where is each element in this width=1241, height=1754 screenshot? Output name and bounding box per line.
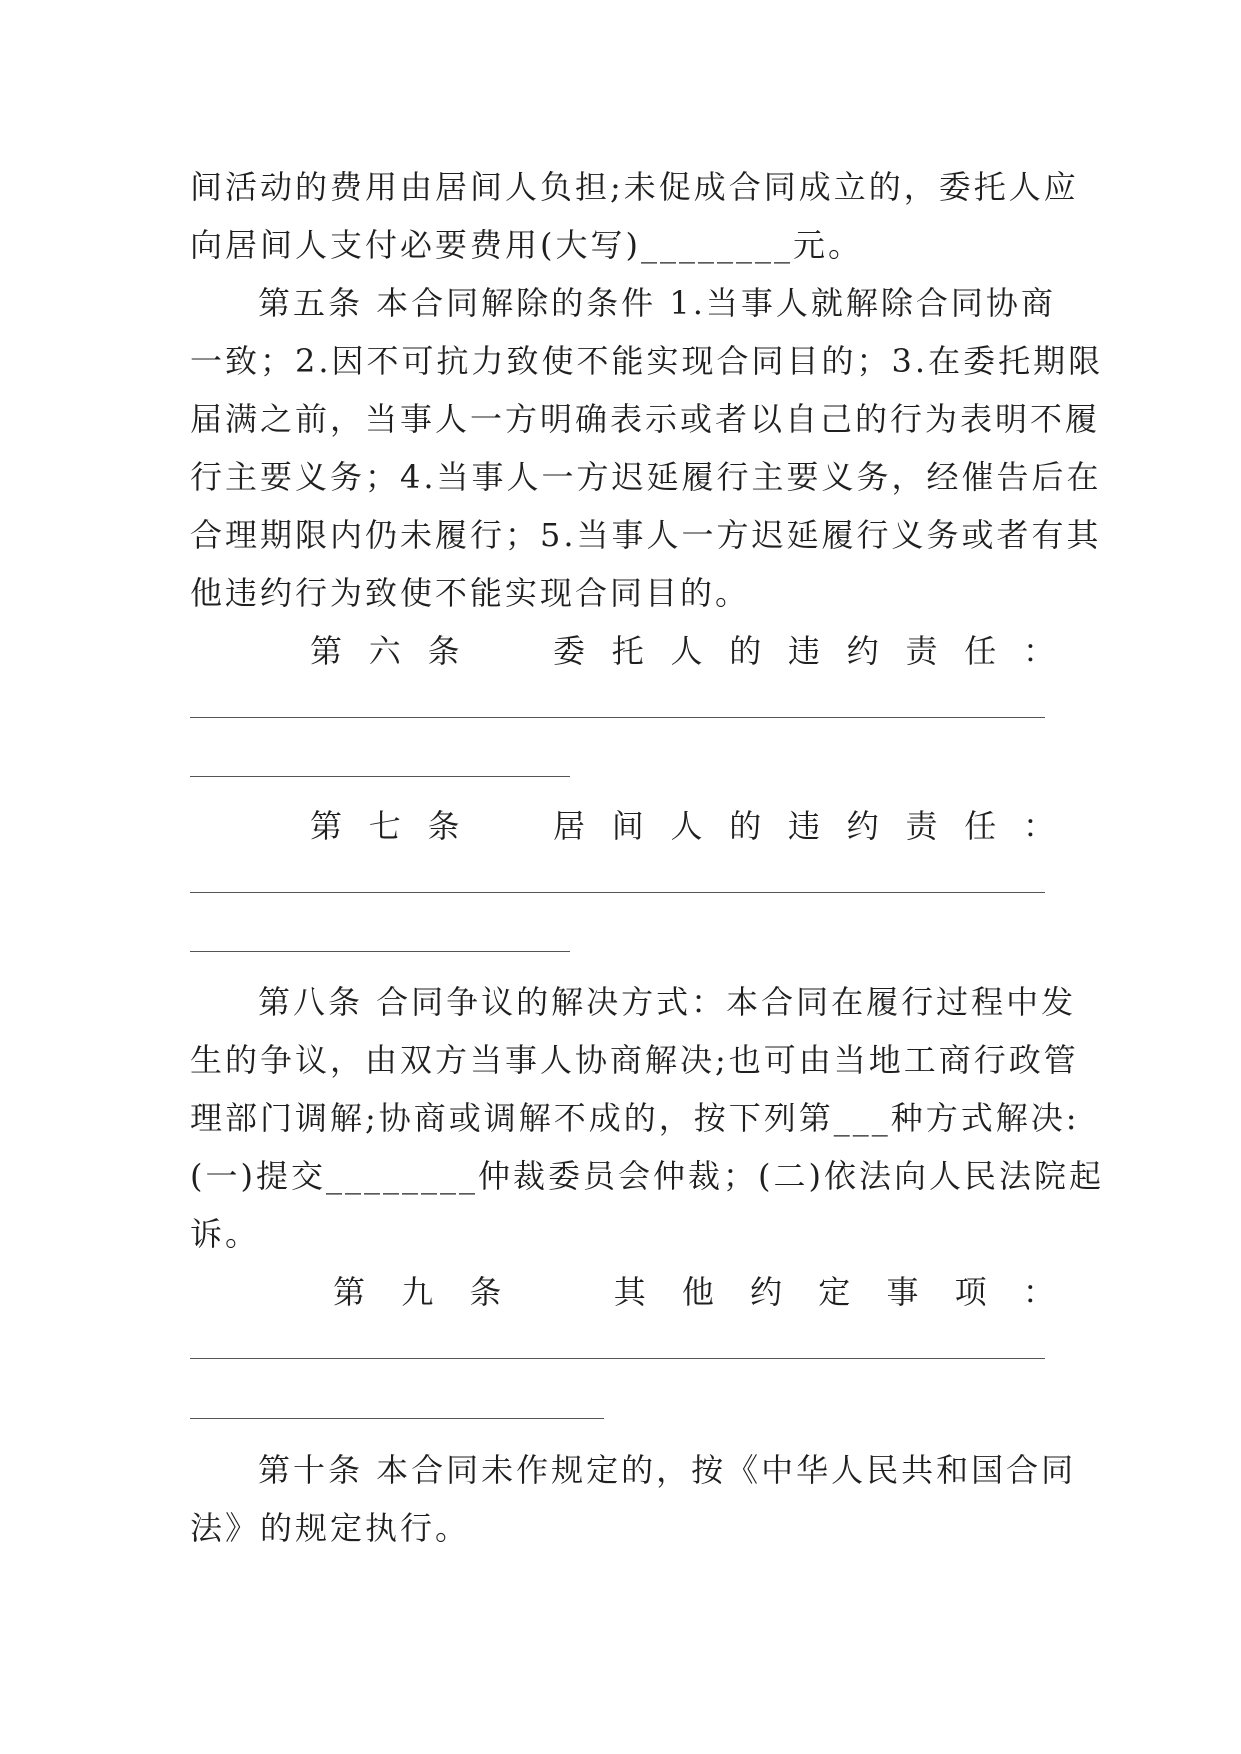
blank-fill-line <box>190 776 570 777</box>
blank-fill-line <box>190 892 1045 893</box>
article-6-heading <box>310 629 1055 673</box>
heading-gap <box>486 804 526 848</box>
text-line: 行主要义务；4.当事人一方迟延履行主要义务，经催告后在 <box>190 458 1102 496</box>
heading-char: 九 <box>401 1273 434 1311</box>
blank-fill-line <box>190 1418 604 1419</box>
heading-char: 任 <box>964 807 997 845</box>
heading-char: 他 <box>681 1273 714 1311</box>
heading-char: 第 <box>310 807 343 845</box>
text-line: 届满之前，当事人一方明确表示或者以自己的行为表明不履 <box>190 400 1101 438</box>
heading-char: 的 <box>729 632 762 670</box>
heading-char: 居 <box>552 807 585 845</box>
heading-char: 托 <box>611 632 644 670</box>
heading-char: 条 <box>427 807 460 845</box>
heading-char: 违 <box>787 807 820 845</box>
article-5-heading: 第五条 本合同解除的条件 1.当事人就解除合同协商 <box>258 284 1056 322</box>
text-line: 法》的规定执行。 <box>190 1509 471 1547</box>
blank-fill-line <box>190 1358 1045 1359</box>
blank-fill-line <box>190 717 1045 718</box>
heading-char: 委 <box>552 632 585 670</box>
heading-char: 约 <box>846 632 879 670</box>
article-10-heading: 第十条 本合同未作规定的，按《中华人民共和国合同 <box>258 1451 1077 1489</box>
heading-char: 人 <box>670 632 703 670</box>
heading-char: 第 <box>333 1273 366 1311</box>
text-line: 他违约行为致使不能实现合同目的。 <box>190 574 751 612</box>
heading-char: 条 <box>427 632 460 670</box>
heading-char: ： <box>1022 1273 1055 1311</box>
text-line: (一)提交________仲裁委员会仲裁；(二)依法向人民法院起 <box>190 1157 1104 1195</box>
heading-char: 定 <box>818 1273 851 1311</box>
text-line: 生的争议，由双方当事人协商解决;也可由当地工商行政管 <box>190 1041 1079 1079</box>
heading-gap <box>486 629 526 673</box>
heading-char: 七 <box>368 807 401 845</box>
text-line: 间活动的费用由居间人负担;未促成合同成立的，委托人应 <box>190 168 1079 206</box>
heading-char: ： <box>1022 632 1055 670</box>
heading-char: 间 <box>611 807 644 845</box>
heading-char: 责 <box>905 632 938 670</box>
heading-char: 违 <box>787 632 820 670</box>
heading-char: 项 <box>954 1273 987 1311</box>
article-7-heading <box>310 804 1055 848</box>
heading-char: 其 <box>613 1273 646 1311</box>
heading-char: 人 <box>670 807 703 845</box>
heading-char: ： <box>1022 807 1055 845</box>
blank-fill-line <box>190 951 570 952</box>
heading-char: 第 <box>310 632 343 670</box>
article-8-heading: 第八条 合同争议的解决方式：本合同在履行过程中发 <box>258 983 1077 1021</box>
heading-char: 的 <box>729 807 762 845</box>
text-line: 理部门调解;协商或调解不成的，按下列第___种方式解决: <box>190 1099 1080 1137</box>
heading-char: 责 <box>905 807 938 845</box>
text-line: 合理期限内仍未履行；5.当事人一方迟延履行义务或者有其 <box>190 516 1102 554</box>
text-line: 一致；2.因不可抗力致使不能实现合同目的；3.在委托期限 <box>190 342 1104 380</box>
heading-gap <box>538 1270 578 1314</box>
article-9-heading <box>333 1270 1055 1314</box>
heading-char: 事 <box>886 1273 919 1311</box>
heading-char: 约 <box>846 807 879 845</box>
heading-char: 六 <box>368 632 401 670</box>
heading-char: 条 <box>469 1273 502 1311</box>
heading-char: 任 <box>964 632 997 670</box>
text-line: 向居间人支付必要费用(大写)________元。 <box>190 226 863 264</box>
text-line: 诉。 <box>190 1215 261 1253</box>
heading-char: 约 <box>750 1273 783 1311</box>
